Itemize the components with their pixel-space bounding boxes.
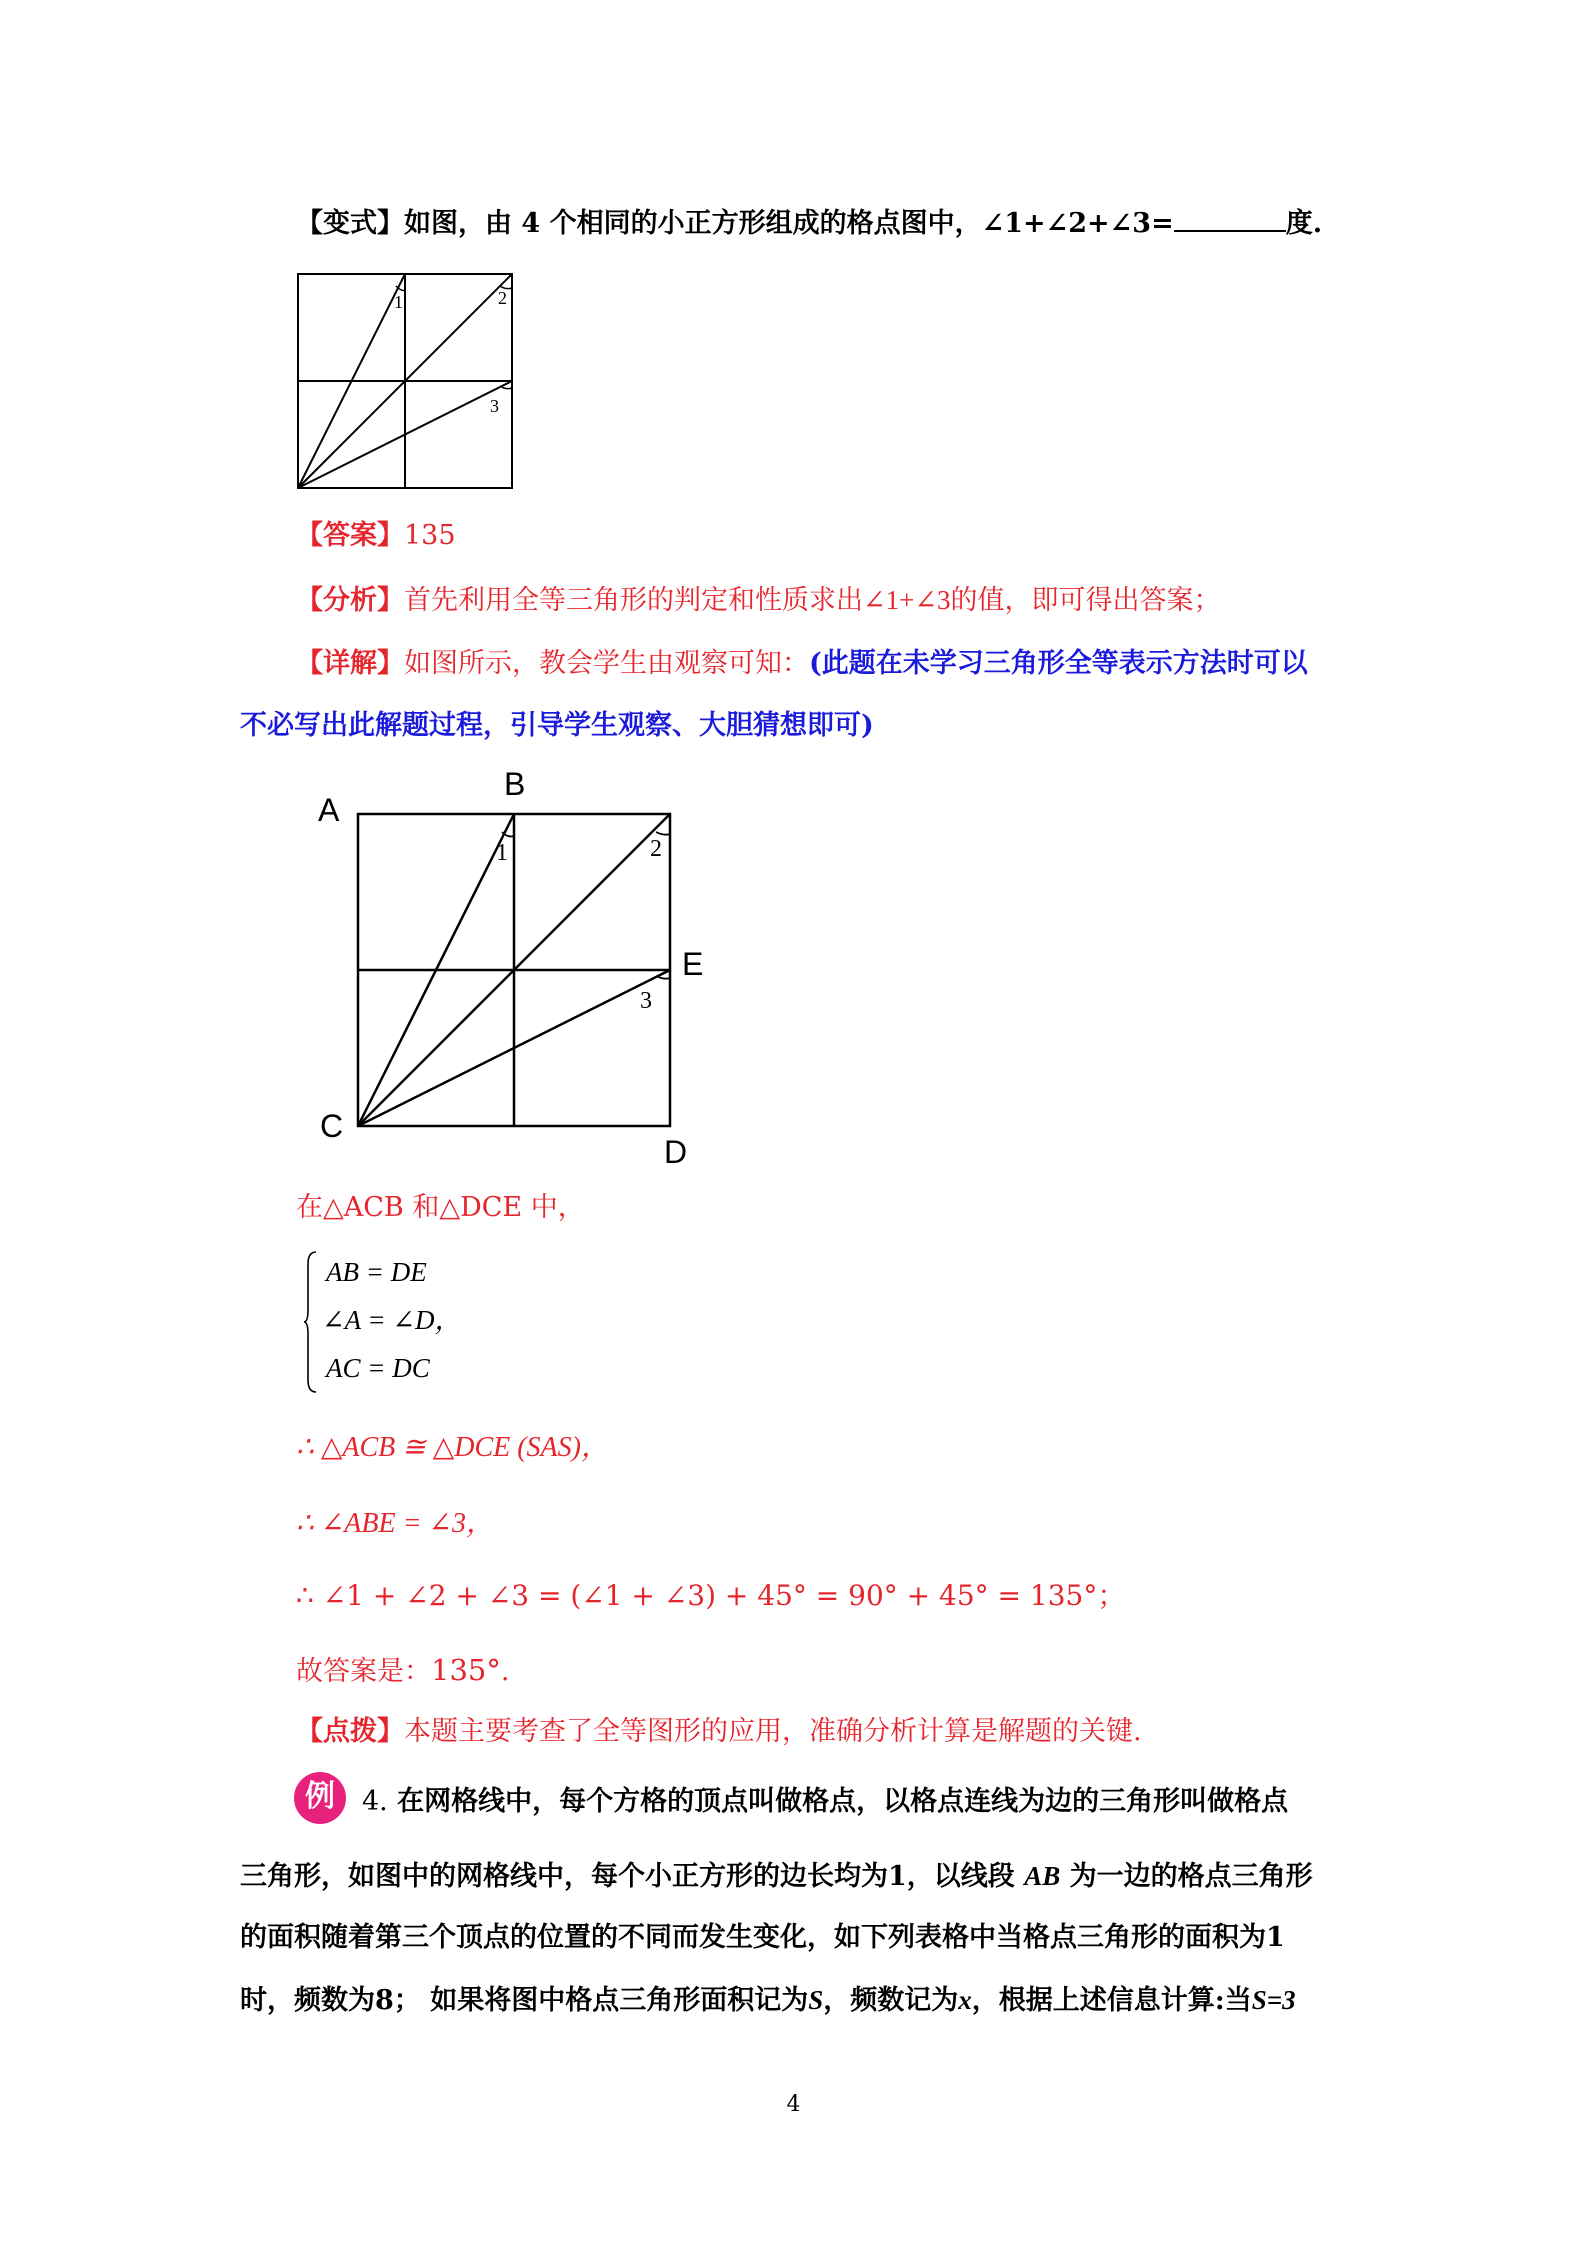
page-number: 4: [786, 2092, 801, 2117]
answer-line: [296, 516, 456, 556]
large-angle-label-2: 2: [650, 836, 662, 862]
example-line-4: 时，频数为8； 如果将图中格点三角形面积记为S，频数记为x，根据上述信息计算:当S=3: [240, 1985, 1296, 2016]
example-number: 4.: [362, 1786, 388, 1817]
vertex-label-b: B: [504, 766, 526, 802]
answer-blank: [1174, 206, 1286, 232]
large-angle-label-3: 3: [640, 988, 652, 1014]
analysis-tag: 【分析】: [296, 585, 404, 616]
system-brace: [304, 1250, 318, 1394]
tip-line: 【点拨】本题主要考查了全等图形的应用，准确分析计算是解题的关键.: [296, 1716, 1142, 1747]
proof-step-3: ∴ ∠1 + ∠2 + ∠3 = (∠1 + ∠3) + 45° = 90° + 45° = 135°；: [296, 1579, 1126, 1612]
small-grid-figure: [296, 272, 516, 492]
variant-tag: 【变式】: [296, 208, 404, 239]
detail-note-1: (此题在未学习三角形全等表示方法时可以: [809, 648, 1308, 679]
condition-2: ∠A = ∠D，: [322, 1305, 462, 1335]
analysis-line: 【分析】首先利用全等三角形的判定和性质求出∠1+∠3的值，即可得出答案；: [296, 585, 1221, 616]
vertex-label-e: E: [682, 946, 704, 982]
variant-question: 【变式】如图，由 4 个相同的小正方形组成的格点图中，∠1+∠2+∠3= 度.: [296, 208, 1323, 239]
proof-step-1: ∴ △ACB ≅ △DCE (SAS)，: [296, 1432, 609, 1463]
tip-tag: 【点拨】: [296, 1716, 404, 1747]
detail-tag: 【详解】: [296, 648, 404, 679]
large-angle-arc-3: [656, 976, 670, 979]
example-line-2: 三角形，如图中的网格线中，每个小正方形的边长均为1，以线段 AB 为一边的格点三角形: [240, 1861, 1313, 1892]
example-line-1: 4. 在网格线中，每个方格的顶点叫做格点，以格点连线为边的三角形叫做格点: [362, 1786, 1289, 1817]
condition-1: AB = DE: [326, 1257, 427, 1287]
answer-value: 135: [404, 520, 456, 551]
answer-tag: 【答案】: [296, 520, 404, 551]
large-angle-arc-2: [656, 832, 670, 835]
detail-note-2: 不必写出此解题过程，引导学生观察、大胆猜想即可): [240, 710, 874, 741]
vertex-label-c: C: [320, 1108, 344, 1144]
conclusion-value: 135°: [431, 1653, 501, 1687]
large-angle-label-1: 1: [496, 840, 508, 866]
example-line-3: 的面积随着第三个顶点的位置的不同而发生变化，如下列表格中当格点三角形的面积为1: [240, 1922, 1285, 1953]
proof-intro: 在△ACB 和△DCE 中，: [296, 1192, 585, 1223]
small-angle-label-2: 2: [498, 288, 507, 308]
large-grid-figure: [356, 812, 674, 1130]
angle-arc-3: [500, 386, 512, 389]
vertex-label-d: D: [664, 1134, 688, 1170]
condition-3: AC = DC: [326, 1353, 430, 1383]
small-angle-label-1: 1: [394, 292, 403, 312]
proof-conclusion: 故答案是：135°.: [296, 1653, 510, 1687]
vertex-label-a: A: [318, 792, 340, 828]
proof-step-2: ∴ ∠ABE = ∠3，: [296, 1508, 494, 1539]
small-angle-label-3: 3: [490, 396, 499, 416]
example-badge: 例: [294, 1772, 346, 1824]
detail-line: 【详解】如图所示，教会学生由观察可知：(此题在未学习三角形全等表示方法时可以: [296, 648, 1308, 679]
